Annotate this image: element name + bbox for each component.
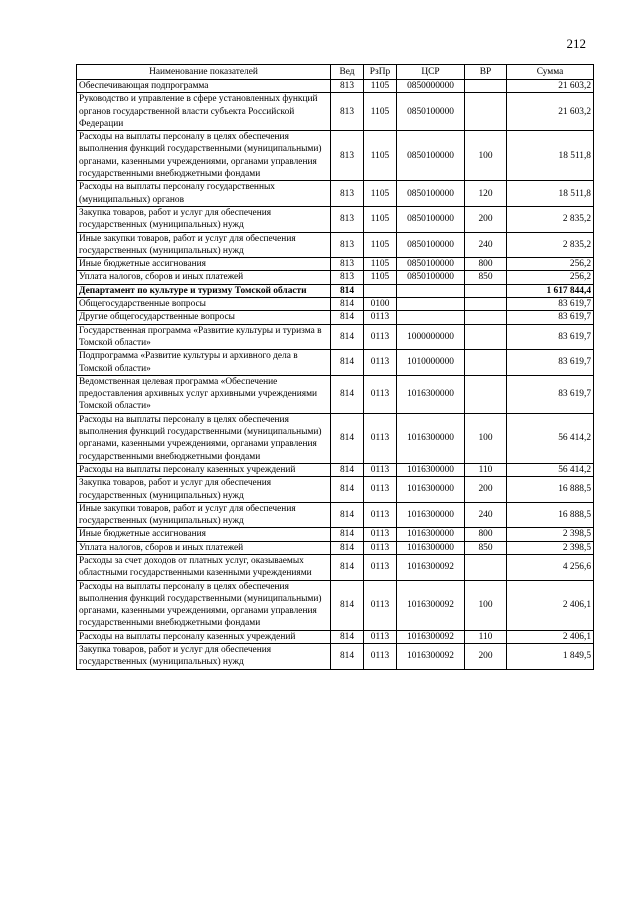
cell-vr: 110 [465, 463, 507, 476]
cell-sum: 256,2 [507, 271, 594, 284]
cell-rzpr: 0113 [364, 541, 397, 554]
cell-sum: 2 406,1 [507, 630, 594, 643]
table-header-row [77, 65, 594, 80]
table-row [77, 298, 594, 311]
cell-sum: 2 406,1 [507, 580, 594, 630]
cell-rzpr: 1105 [364, 131, 397, 181]
table-row [77, 80, 594, 93]
cell-csr [397, 284, 465, 297]
cell-csr: 1000000000 [397, 324, 465, 350]
table-row [77, 541, 594, 554]
cell-rzpr: 0113 [364, 554, 397, 580]
cell-ved: 814 [331, 284, 364, 297]
table-row [77, 350, 594, 376]
cell-name: Расходы на выплаты персоналу казенных учреждений [77, 630, 331, 643]
header-ved: Вед [331, 65, 364, 80]
cell-sum: 83 619,7 [507, 311, 594, 324]
cell-ved: 813 [331, 206, 364, 232]
table-row [77, 284, 594, 297]
cell-ved: 814 [331, 350, 364, 376]
cell-ved: 814 [331, 463, 364, 476]
cell-vr [465, 284, 507, 297]
cell-vr [465, 298, 507, 311]
cell-name: Обеспечивающая подпрограмма [77, 80, 331, 93]
cell-name: Ведомственная целевая программа «Обеспечение предоставления архивных услуг архивными учреждениями Томской области» [77, 375, 331, 413]
table-row [77, 630, 594, 643]
cell-csr: 1016300092 [397, 630, 465, 643]
cell-rzpr: 1105 [364, 181, 397, 207]
cell-csr: 0850100000 [397, 206, 465, 232]
cell-sum: 1 849,5 [507, 644, 594, 670]
table-row [77, 375, 594, 413]
cell-csr: 1016300092 [397, 644, 465, 670]
cell-rzpr: 0113 [364, 528, 397, 541]
cell-ved: 813 [331, 232, 364, 258]
cell-vr [465, 80, 507, 93]
cell-rzpr: 0113 [364, 477, 397, 503]
cell-ved: 814 [331, 554, 364, 580]
cell-vr [465, 93, 507, 131]
table-row [77, 324, 594, 350]
cell-name: Расходы на выплаты персоналу государственных (муниципальных) органов [77, 181, 331, 207]
cell-rzpr: 0113 [364, 350, 397, 376]
cell-rzpr: 0113 [364, 311, 397, 324]
cell-rzpr: 0113 [364, 375, 397, 413]
cell-name: Закупка товаров, работ и услуг для обеспечения государственных (муниципальных) нужд [77, 206, 331, 232]
cell-rzpr: 0113 [364, 580, 397, 630]
cell-sum: 83 619,7 [507, 298, 594, 311]
cell-ved: 813 [331, 258, 364, 271]
cell-rzpr [364, 284, 397, 297]
cell-csr: 0850100000 [397, 258, 465, 271]
header-csr: ЦСР [397, 65, 465, 80]
table-row [77, 311, 594, 324]
cell-vr: 200 [465, 644, 507, 670]
table-row [77, 93, 594, 131]
cell-ved: 814 [331, 630, 364, 643]
cell-ved: 814 [331, 413, 364, 463]
cell-ved: 814 [331, 644, 364, 670]
cell-ved: 814 [331, 477, 364, 503]
cell-sum: 56 414,2 [507, 413, 594, 463]
cell-rzpr: 0113 [364, 463, 397, 476]
cell-csr: 1016300000 [397, 528, 465, 541]
cell-csr: 0850000000 [397, 80, 465, 93]
cell-vr: 850 [465, 271, 507, 284]
cell-sum: 256,2 [507, 258, 594, 271]
cell-name: Иные закупки товаров, работ и услуг для обеспечения государственных (муниципальных) нужд [77, 502, 331, 528]
cell-csr: 0850100000 [397, 93, 465, 131]
cell-sum: 2 835,2 [507, 206, 594, 232]
cell-ved: 814 [331, 580, 364, 630]
cell-sum: 21 603,2 [507, 93, 594, 131]
cell-ved: 814 [331, 324, 364, 350]
cell-ved: 813 [331, 93, 364, 131]
cell-csr: 1016300092 [397, 580, 465, 630]
cell-csr [397, 311, 465, 324]
cell-name: Государственная программа «Развитие культуры и туризма в Томской области» [77, 324, 331, 350]
cell-rzpr: 1105 [364, 206, 397, 232]
cell-name: Расходы за счет доходов от платных услуг, оказываемых областными государственными казенными учреждениями [77, 554, 331, 580]
cell-vr [465, 350, 507, 376]
cell-name: Иные бюджетные ассигнования [77, 528, 331, 541]
cell-sum: 83 619,7 [507, 350, 594, 376]
cell-name: Иные бюджетные ассигнования [77, 258, 331, 271]
cell-csr: 1016300000 [397, 375, 465, 413]
cell-rzpr: 0113 [364, 644, 397, 670]
cell-vr: 100 [465, 413, 507, 463]
cell-name: Расходы на выплаты персоналу в целях обеспечения выполнения функций государственными (муниципальными) органами, казенными учреждениями, органами управления государственными внебюджетными фондами [77, 580, 331, 630]
cell-sum: 56 414,2 [507, 463, 594, 476]
cell-rzpr: 0113 [364, 324, 397, 350]
cell-name: Уплата налогов, сборов и иных платежей [77, 271, 331, 284]
cell-rzpr: 1105 [364, 93, 397, 131]
table-row [77, 131, 594, 181]
cell-ved: 814 [331, 541, 364, 554]
table-row [77, 181, 594, 207]
cell-vr: 240 [465, 232, 507, 258]
table-row [77, 554, 594, 580]
cell-vr [465, 375, 507, 413]
cell-csr: 1016300000 [397, 463, 465, 476]
cell-name: Расходы на выплаты персоналу казенных учреждений [77, 463, 331, 476]
cell-rzpr: 0113 [364, 630, 397, 643]
header-rzpr: РзПр [364, 65, 397, 80]
cell-ved: 814 [331, 375, 364, 413]
cell-sum: 83 619,7 [507, 324, 594, 350]
table-row [77, 528, 594, 541]
cell-vr: 200 [465, 477, 507, 503]
cell-csr: 1010000000 [397, 350, 465, 376]
cell-vr: 800 [465, 258, 507, 271]
cell-csr: 1016300000 [397, 541, 465, 554]
cell-vr: 100 [465, 131, 507, 181]
table-row [77, 258, 594, 271]
cell-name: Департамент по культуре и туризму Томской области [77, 284, 331, 297]
table-row [77, 502, 594, 528]
header-name: Наименование показателей [77, 65, 331, 80]
cell-sum: 2 398,5 [507, 541, 594, 554]
cell-csr: 1016300000 [397, 502, 465, 528]
cell-name: Иные закупки товаров, работ и услуг для обеспечения государственных (муниципальных) нужд [77, 232, 331, 258]
cell-sum: 16 888,5 [507, 502, 594, 528]
table-row [77, 232, 594, 258]
cell-vr: 200 [465, 206, 507, 232]
table-body [77, 80, 594, 670]
cell-vr: 110 [465, 630, 507, 643]
cell-ved: 813 [331, 131, 364, 181]
table-row [77, 477, 594, 503]
cell-name: Другие общегосударственные вопросы [77, 311, 331, 324]
cell-name: Закупка товаров, работ и услуг для обеспечения государственных (муниципальных) нужд [77, 644, 331, 670]
cell-sum: 1 617 844,4 [507, 284, 594, 297]
cell-ved: 813 [331, 181, 364, 207]
table-row [77, 206, 594, 232]
cell-name: Общегосударственные вопросы [77, 298, 331, 311]
cell-sum: 18 511,8 [507, 131, 594, 181]
cell-csr [397, 298, 465, 311]
cell-name: Закупка товаров, работ и услуг для обеспечения государственных (муниципальных) нужд [77, 477, 331, 503]
cell-vr: 120 [465, 181, 507, 207]
cell-rzpr: 0113 [364, 502, 397, 528]
cell-sum: 4 256,6 [507, 554, 594, 580]
cell-ved: 814 [331, 298, 364, 311]
cell-rzpr: 1105 [364, 232, 397, 258]
cell-rzpr: 0113 [364, 413, 397, 463]
cell-csr: 1016300092 [397, 554, 465, 580]
cell-csr: 1016300000 [397, 413, 465, 463]
cell-name: Уплата налогов, сборов и иных платежей [77, 541, 331, 554]
cell-vr: 240 [465, 502, 507, 528]
cell-vr: 850 [465, 541, 507, 554]
cell-vr [465, 324, 507, 350]
cell-rzpr: 1105 [364, 258, 397, 271]
cell-name: Расходы на выплаты персоналу в целях обеспечения выполнения функций государственными (муниципальными) органами, казенными учреждениями, органами управления государственными внебюджетными фондами [77, 131, 331, 181]
cell-sum: 21 603,2 [507, 80, 594, 93]
page-number: 212 [566, 36, 586, 51]
header-sum: Сумма [507, 65, 594, 80]
cell-name: Расходы на выплаты персоналу в целях обеспечения выполнения функций государственными (муниципальными) органами, казенными учреждениями, органами управления государственными внебюджетными фондами [77, 413, 331, 463]
cell-vr [465, 554, 507, 580]
table-row [77, 463, 594, 476]
cell-rzpr: 1105 [364, 271, 397, 284]
cell-sum: 2 835,2 [507, 232, 594, 258]
cell-ved: 814 [331, 528, 364, 541]
cell-rzpr: 1105 [364, 80, 397, 93]
cell-csr: 0850100000 [397, 181, 465, 207]
cell-ved: 813 [331, 80, 364, 93]
cell-csr: 0850100000 [397, 131, 465, 181]
cell-ved: 813 [331, 271, 364, 284]
cell-csr: 0850100000 [397, 232, 465, 258]
table-row [77, 413, 594, 463]
header-vr: ВР [465, 65, 507, 80]
cell-csr: 1016300000 [397, 477, 465, 503]
table-row [77, 644, 594, 670]
cell-ved: 814 [331, 502, 364, 528]
cell-sum: 16 888,5 [507, 477, 594, 503]
cell-rzpr: 0100 [364, 298, 397, 311]
cell-name: Руководство и управление в сфере установленных функций органов государственной власти субъекта Российской Федерации [77, 93, 331, 131]
cell-name: Подпрограмма «Развитие культуры и архивного дела в Томской области» [77, 350, 331, 376]
budget-table [76, 64, 594, 670]
cell-vr: 800 [465, 528, 507, 541]
cell-vr [465, 311, 507, 324]
cell-csr: 0850100000 [397, 271, 465, 284]
cell-sum: 2 398,5 [507, 528, 594, 541]
cell-sum: 83 619,7 [507, 375, 594, 413]
table-row [77, 580, 594, 630]
cell-vr: 100 [465, 580, 507, 630]
cell-sum: 18 511,8 [507, 181, 594, 207]
cell-ved: 814 [331, 311, 364, 324]
table-row [77, 271, 594, 284]
